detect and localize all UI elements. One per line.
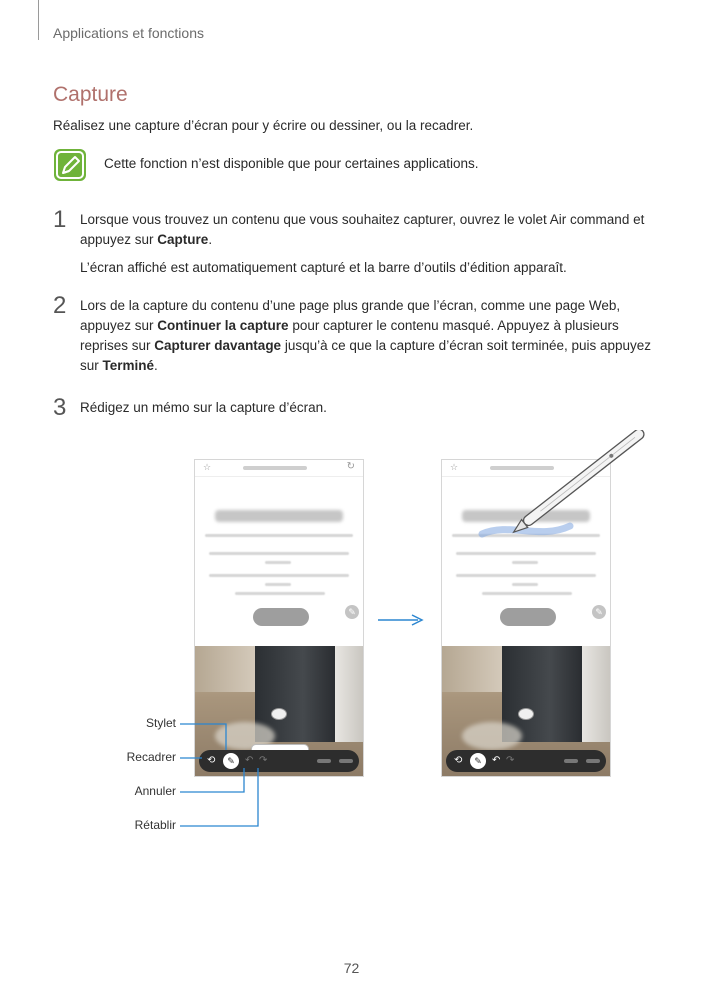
- step-2: [53, 292, 653, 380]
- step-number: 2: [53, 292, 67, 319]
- step-body: [80, 296, 653, 376]
- section-title: Capture: [53, 83, 128, 106]
- note-text: Cette fonction n’est disponible que pour certaines applications.: [104, 156, 479, 171]
- undo-icon: ↶: [245, 755, 254, 766]
- step-text: jusqu’à ce que la capture d’écran soit terminée, puis appuyez sur: [80, 338, 652, 373]
- redo-icon: ↷: [259, 755, 268, 766]
- blurred-button: [500, 608, 556, 626]
- crop-icon: ⟲: [207, 755, 216, 766]
- blurred-page-title: [215, 510, 343, 522]
- step-bold: Capture: [157, 232, 209, 247]
- step-text: L’écran affiché est automatiquement capturé et la barre d’outils d’édition apparaît.: [80, 260, 567, 275]
- step-body: [80, 210, 653, 278]
- step-3: [53, 394, 653, 422]
- reload-icon: ↻: [346, 461, 355, 472]
- edit-toolbar: [199, 750, 359, 772]
- step-text: pour capturer le contenu masqué. Appuyez à plusieurs reprises sur: [80, 318, 619, 353]
- step-bold: Continuer la capture: [157, 318, 289, 333]
- step-1: [53, 206, 653, 280]
- callout-retablir: Rétablir: [134, 818, 176, 832]
- redo-icon: ↷: [506, 755, 515, 766]
- url-text-blurred: [243, 466, 307, 470]
- step-number: 1: [53, 206, 67, 233]
- callout-recadrer: Recadrer: [126, 750, 176, 764]
- browser-url-bar: [195, 460, 363, 477]
- header-title: Applications et fonctions: [53, 25, 204, 41]
- star-icon: ☆: [450, 462, 459, 472]
- s-pen-illustration: [470, 430, 650, 550]
- step-text: Rédigez un mémo sur la capture d’écran.: [80, 400, 327, 415]
- star-icon: ☆: [203, 462, 212, 472]
- step-number: 3: [53, 394, 67, 421]
- section-intro: Réalisez une capture d’écran pour y écrire ou dessiner, ou la recadrer.: [53, 118, 474, 133]
- step-bold: Capturer davantage: [154, 338, 282, 353]
- callout-annuler: Annuler: [134, 784, 176, 798]
- callout-stylet: Stylet: [145, 716, 176, 730]
- step-text: .: [154, 358, 158, 373]
- pen-icon: ✎: [345, 605, 359, 619]
- step-text: Lors de la capture du contenu d’une page plus grande que l’écran, comme une page Web, appuyez sur: [80, 298, 621, 333]
- undo-icon: ↶: [492, 755, 501, 766]
- step-text: .: [208, 232, 213, 247]
- page-number: 72: [343, 960, 360, 976]
- pen-icon: ✎: [592, 605, 606, 619]
- pen-icon: ✎: [223, 753, 239, 769]
- crop-icon: ⟲: [454, 755, 463, 766]
- step-bold: Terminé: [102, 358, 155, 373]
- step-body: [80, 398, 653, 418]
- header-rule: [38, 0, 39, 40]
- note-pencil-icon: [53, 148, 87, 182]
- arrow-right-icon: [376, 613, 426, 627]
- pen-icon: ✎: [470, 753, 486, 769]
- step-text: Lorsque vous trouvez un contenu que vous souhaitez capturer, ouvrez le volet Air command et appuyez sur: [80, 212, 645, 247]
- edit-toolbar: [446, 750, 606, 772]
- blurred-button: [253, 608, 309, 626]
- phone-screenshot-before: [194, 459, 364, 777]
